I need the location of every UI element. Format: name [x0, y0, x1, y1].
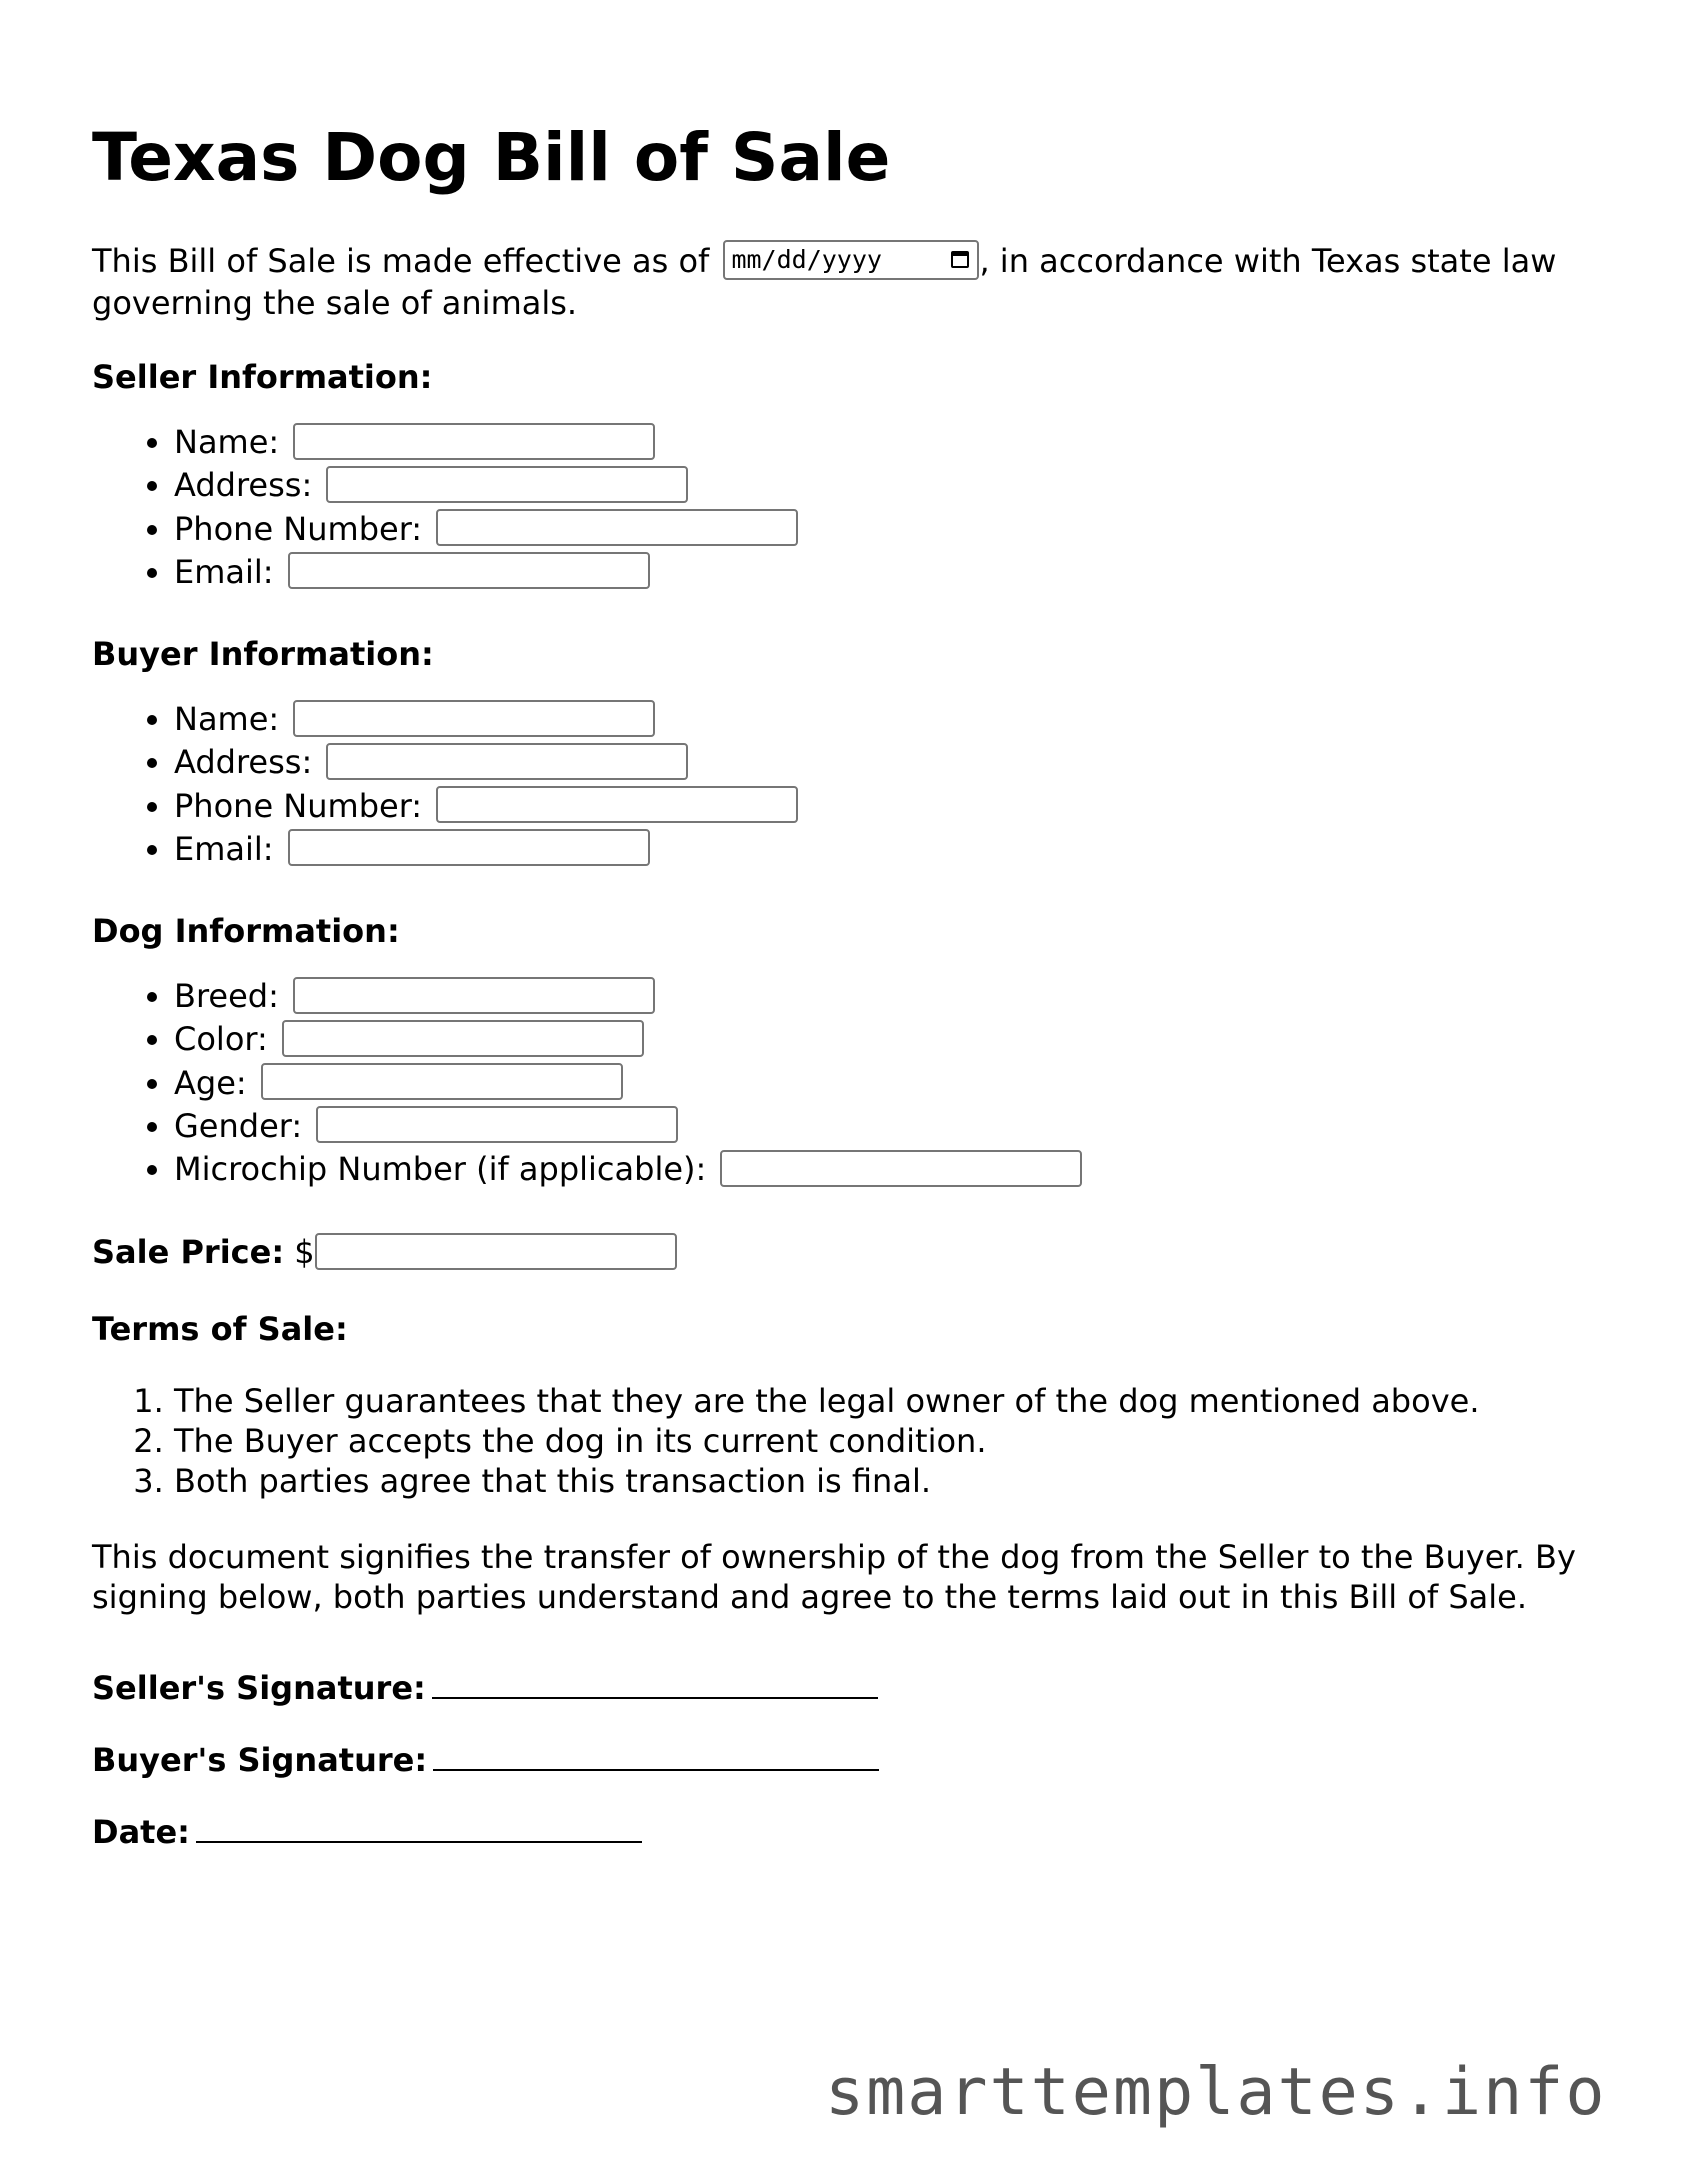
- list-item: [174, 464, 798, 507]
- seller-fields-list: [92, 421, 798, 594]
- buyer-name-label: Name:: [174, 700, 280, 738]
- buyer-phone-field[interactable]: [436, 786, 798, 823]
- intro-text-after-date: , in accordance with Texas state law governing the sale of animals.: [92, 242, 1557, 322]
- date-placeholder: mm/dd/yyyy: [731, 245, 882, 274]
- page-title: Texas Dog Bill of Sale: [92, 119, 891, 196]
- list-item: [174, 421, 798, 464]
- dog-microchip-field[interactable]: [720, 1150, 1082, 1187]
- buyer-phone-label: Phone Number:: [174, 786, 423, 825]
- dog-gender-field[interactable]: [316, 1106, 678, 1143]
- list-item: [174, 1018, 1082, 1061]
- closing-paragraph: This document signifies the transfer of ownership of the dog from the Seller to the Buyer. By signing below, both parties understand and agree to the terms laid out in this Bill of Sale.: [92, 1538, 1576, 1616]
- seller-address-field[interactable]: [326, 466, 688, 503]
- dog-breed-field[interactable]: [293, 977, 655, 1014]
- list-item: [174, 741, 798, 784]
- list-item: [174, 508, 798, 551]
- seller-name-field[interactable]: [293, 423, 655, 460]
- date-signature-row: [92, 1809, 642, 1852]
- dog-color-field[interactable]: [282, 1020, 644, 1057]
- seller-name-label: Name:: [174, 423, 280, 461]
- calendar-icon[interactable]: [951, 251, 969, 268]
- terms-section-heading: Terms of Sale:: [92, 1310, 348, 1348]
- terms-list: [92, 1381, 1479, 1501]
- seller-email-label: Email:: [174, 552, 274, 591]
- dog-fields-list: [92, 975, 1082, 1191]
- seller-phone-field[interactable]: [436, 509, 798, 546]
- list-item: 3. Both parties agree that this transaction is final.: [174, 1461, 1479, 1501]
- dog-age-label: Age:: [174, 1063, 247, 1102]
- date-signature-line: [196, 1809, 642, 1843]
- effective-date-input[interactable]: [723, 240, 979, 280]
- seller-signature-label: Seller's Signature:: [92, 1669, 426, 1707]
- dog-color-label: Color:: [174, 1020, 268, 1059]
- seller-phone-label: Phone Number:: [174, 509, 423, 548]
- buyer-address-label: Address:: [174, 743, 313, 782]
- list-item: [174, 975, 1082, 1018]
- seller-signature-row: [92, 1665, 878, 1708]
- list-item: [174, 698, 798, 741]
- dog-breed-label: Breed:: [174, 977, 279, 1015]
- list-item: [174, 1062, 1082, 1105]
- list-item: [174, 1148, 1082, 1191]
- seller-section-heading: Seller Information:: [92, 358, 433, 396]
- list-item: [174, 1105, 1082, 1148]
- seller-address-label: Address:: [174, 466, 313, 505]
- seller-signature-line: [432, 1665, 878, 1699]
- buyer-email-field[interactable]: [288, 829, 650, 866]
- buyer-address-field[interactable]: [326, 743, 688, 780]
- intro-paragraph: [92, 241, 1602, 323]
- list-item: 2. The Buyer accepts the dog in its current condition.: [174, 1421, 1479, 1461]
- buyer-section-heading: Buyer Information:: [92, 635, 434, 673]
- buyer-signature-label: Buyer's Signature:: [92, 1741, 428, 1779]
- dog-section-heading: Dog Information:: [92, 912, 400, 950]
- intro-text-before-date: This Bill of Sale is made effective as of: [92, 242, 710, 280]
- list-item: [174, 828, 798, 871]
- dog-microchip-label: Microchip Number (if applicable):: [174, 1150, 707, 1189]
- date-signature-label: Date:: [92, 1813, 190, 1851]
- sale-price-field[interactable]: [315, 1233, 677, 1270]
- sale-price-label: Sale Price:: [92, 1233, 285, 1271]
- watermark: smarttemplates.info: [825, 2055, 1607, 2130]
- buyer-signature-row: [92, 1737, 879, 1780]
- sale-price-row: [92, 1232, 677, 1273]
- list-item: [174, 785, 798, 828]
- buyer-fields-list: [92, 698, 798, 871]
- dog-age-field[interactable]: [261, 1063, 623, 1100]
- list-item: [174, 551, 798, 594]
- buyer-signature-line: [433, 1737, 879, 1771]
- dog-gender-label: Gender:: [174, 1106, 303, 1145]
- seller-email-field[interactable]: [288, 552, 650, 589]
- buyer-name-field[interactable]: [293, 700, 655, 737]
- currency-symbol: $: [294, 1233, 315, 1271]
- buyer-email-label: Email:: [174, 829, 274, 868]
- list-item: 1. The Seller guarantees that they are the legal owner of the dog mentioned above.: [174, 1381, 1479, 1421]
